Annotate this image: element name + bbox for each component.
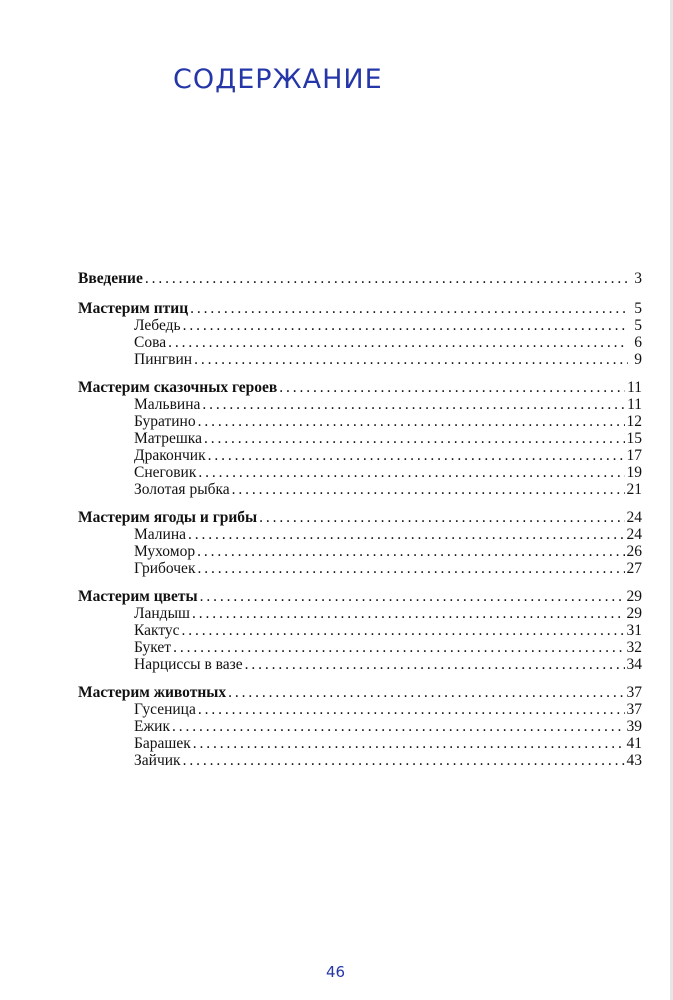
toc-label: Пингвин: [134, 351, 193, 368]
dot-leader: [183, 752, 625, 770]
toc-label: Мастерим цветы: [78, 588, 198, 605]
toc-page-number: 29: [626, 588, 642, 605]
dot-leader: [173, 639, 624, 657]
toc-label: Мухомор: [134, 543, 196, 560]
toc-page-number: 39: [626, 718, 642, 735]
toc-label: Грибочек: [134, 560, 196, 577]
toc-label: Ежик: [134, 718, 171, 735]
dot-leader: [198, 701, 625, 719]
toc-section-intro[interactable]: [78, 270, 642, 288]
toc-page-number: 43: [626, 752, 642, 769]
dot-leader: [245, 656, 625, 674]
toc-label: Кактус: [134, 622, 180, 639]
dot-leader: [208, 447, 625, 465]
toc-label: Дракончик: [134, 447, 206, 464]
dot-leader: [198, 413, 625, 431]
toc-item[interactable]: [78, 605, 642, 623]
dot-leader: [197, 543, 624, 561]
dot-leader: [279, 379, 625, 397]
toc-item[interactable]: [78, 656, 642, 674]
toc-label: Мастерим животных: [78, 684, 227, 701]
toc-label: Зайчик: [134, 752, 181, 769]
toc-section-birds[interactable]: [78, 300, 642, 318]
dot-leader: [204, 430, 625, 448]
toc-page-number: 3: [634, 270, 642, 287]
toc-item[interactable]: [78, 526, 642, 544]
toc-page-number: 9: [634, 351, 642, 368]
toc-item[interactable]: [78, 413, 642, 431]
dot-leader: [168, 334, 628, 352]
dot-leader: [198, 464, 624, 482]
toc-page-number: 12: [626, 413, 642, 430]
toc-label: Мальвина: [134, 396, 201, 413]
dot-leader: [232, 481, 625, 499]
dot-leader: [190, 300, 628, 318]
toc-item[interactable]: [78, 317, 642, 335]
toc-section-berries-mushrooms[interactable]: [78, 509, 642, 527]
toc-page-number: 27: [626, 560, 642, 577]
dot-leader: [172, 718, 624, 736]
dot-leader: [202, 396, 625, 414]
toc-item[interactable]: [78, 396, 642, 414]
toc-label: Мастерим сказочных героев: [78, 379, 278, 396]
toc-label: Малина: [134, 526, 187, 543]
toc-label: Мастерим ягоды и грибы: [78, 509, 258, 526]
toc-label: Нарциссы в вазе: [134, 656, 243, 673]
toc-section-fairy-heroes[interactable]: [78, 379, 642, 397]
toc-item[interactable]: [78, 622, 642, 640]
toc-item[interactable]: [78, 351, 642, 369]
toc-item[interactable]: [78, 334, 642, 352]
toc-page-number: 34: [626, 656, 642, 673]
toc-page-number: 29: [626, 605, 642, 622]
toc-label: Введение: [78, 270, 143, 287]
toc-item[interactable]: [78, 560, 642, 578]
toc-item[interactable]: [78, 447, 642, 465]
dot-leader: [145, 270, 628, 288]
toc-item[interactable]: [78, 543, 642, 561]
dot-leader: [200, 588, 625, 606]
toc-page-number: 11: [627, 396, 642, 413]
toc-item[interactable]: [78, 718, 642, 736]
dot-leader: [182, 622, 625, 640]
dot-leader: [193, 735, 625, 753]
toc-page-number: 11: [627, 379, 642, 396]
toc-page-number: 37: [626, 684, 642, 701]
toc-item[interactable]: [78, 639, 642, 657]
toc-section-flowers[interactable]: [78, 588, 642, 606]
toc-label: Барашек: [134, 735, 191, 752]
toc-page-number: 19: [626, 464, 642, 481]
toc-page-number: 31: [626, 622, 642, 639]
toc-label: Ландыш: [134, 605, 190, 622]
toc-page-number: 15: [626, 430, 642, 447]
dot-leader: [194, 351, 628, 369]
toc-page-number: 24: [626, 526, 642, 543]
toc-label: Буратино: [134, 413, 196, 430]
toc-label: Лебедь: [134, 317, 181, 334]
toc-page-number: 26: [626, 543, 642, 560]
toc-label: Матрешка: [134, 430, 202, 447]
toc-section-animals[interactable]: [78, 684, 642, 702]
toc-page-number: 5: [634, 317, 642, 334]
toc-item[interactable]: [78, 464, 642, 482]
toc-label: Золотая рыбка: [134, 481, 230, 498]
dot-leader: [228, 684, 624, 702]
toc-item[interactable]: [78, 752, 642, 770]
toc-page-number: 24: [626, 509, 642, 526]
toc-label: Мастерим птиц: [78, 300, 189, 317]
toc-label: Букет: [134, 639, 172, 656]
dot-leader: [183, 317, 628, 335]
toc-item[interactable]: [78, 701, 642, 719]
toc-page-number: 6: [634, 334, 642, 351]
page-number: 46: [326, 963, 346, 981]
toc-page-number: 5: [634, 300, 642, 317]
dot-leader: [188, 526, 624, 544]
page-title: СОДЕРЖАНИЕ: [173, 64, 383, 95]
toc-label: Снеговик: [134, 464, 197, 481]
toc-page-number: 17: [626, 447, 642, 464]
toc-page-number: 32: [626, 639, 642, 656]
dot-leader: [259, 509, 624, 527]
toc-page-number: 21: [626, 481, 642, 498]
toc-item[interactable]: [78, 735, 642, 753]
toc-label: Гусеница: [134, 701, 196, 718]
toc-page-number: 37: [626, 701, 642, 718]
toc-label: Сова: [134, 334, 167, 351]
dot-leader: [192, 605, 625, 623]
toc-item[interactable]: [78, 481, 642, 499]
toc-page-number: 41: [626, 735, 642, 752]
dot-leader: [197, 560, 624, 578]
toc-item[interactable]: [78, 430, 642, 448]
